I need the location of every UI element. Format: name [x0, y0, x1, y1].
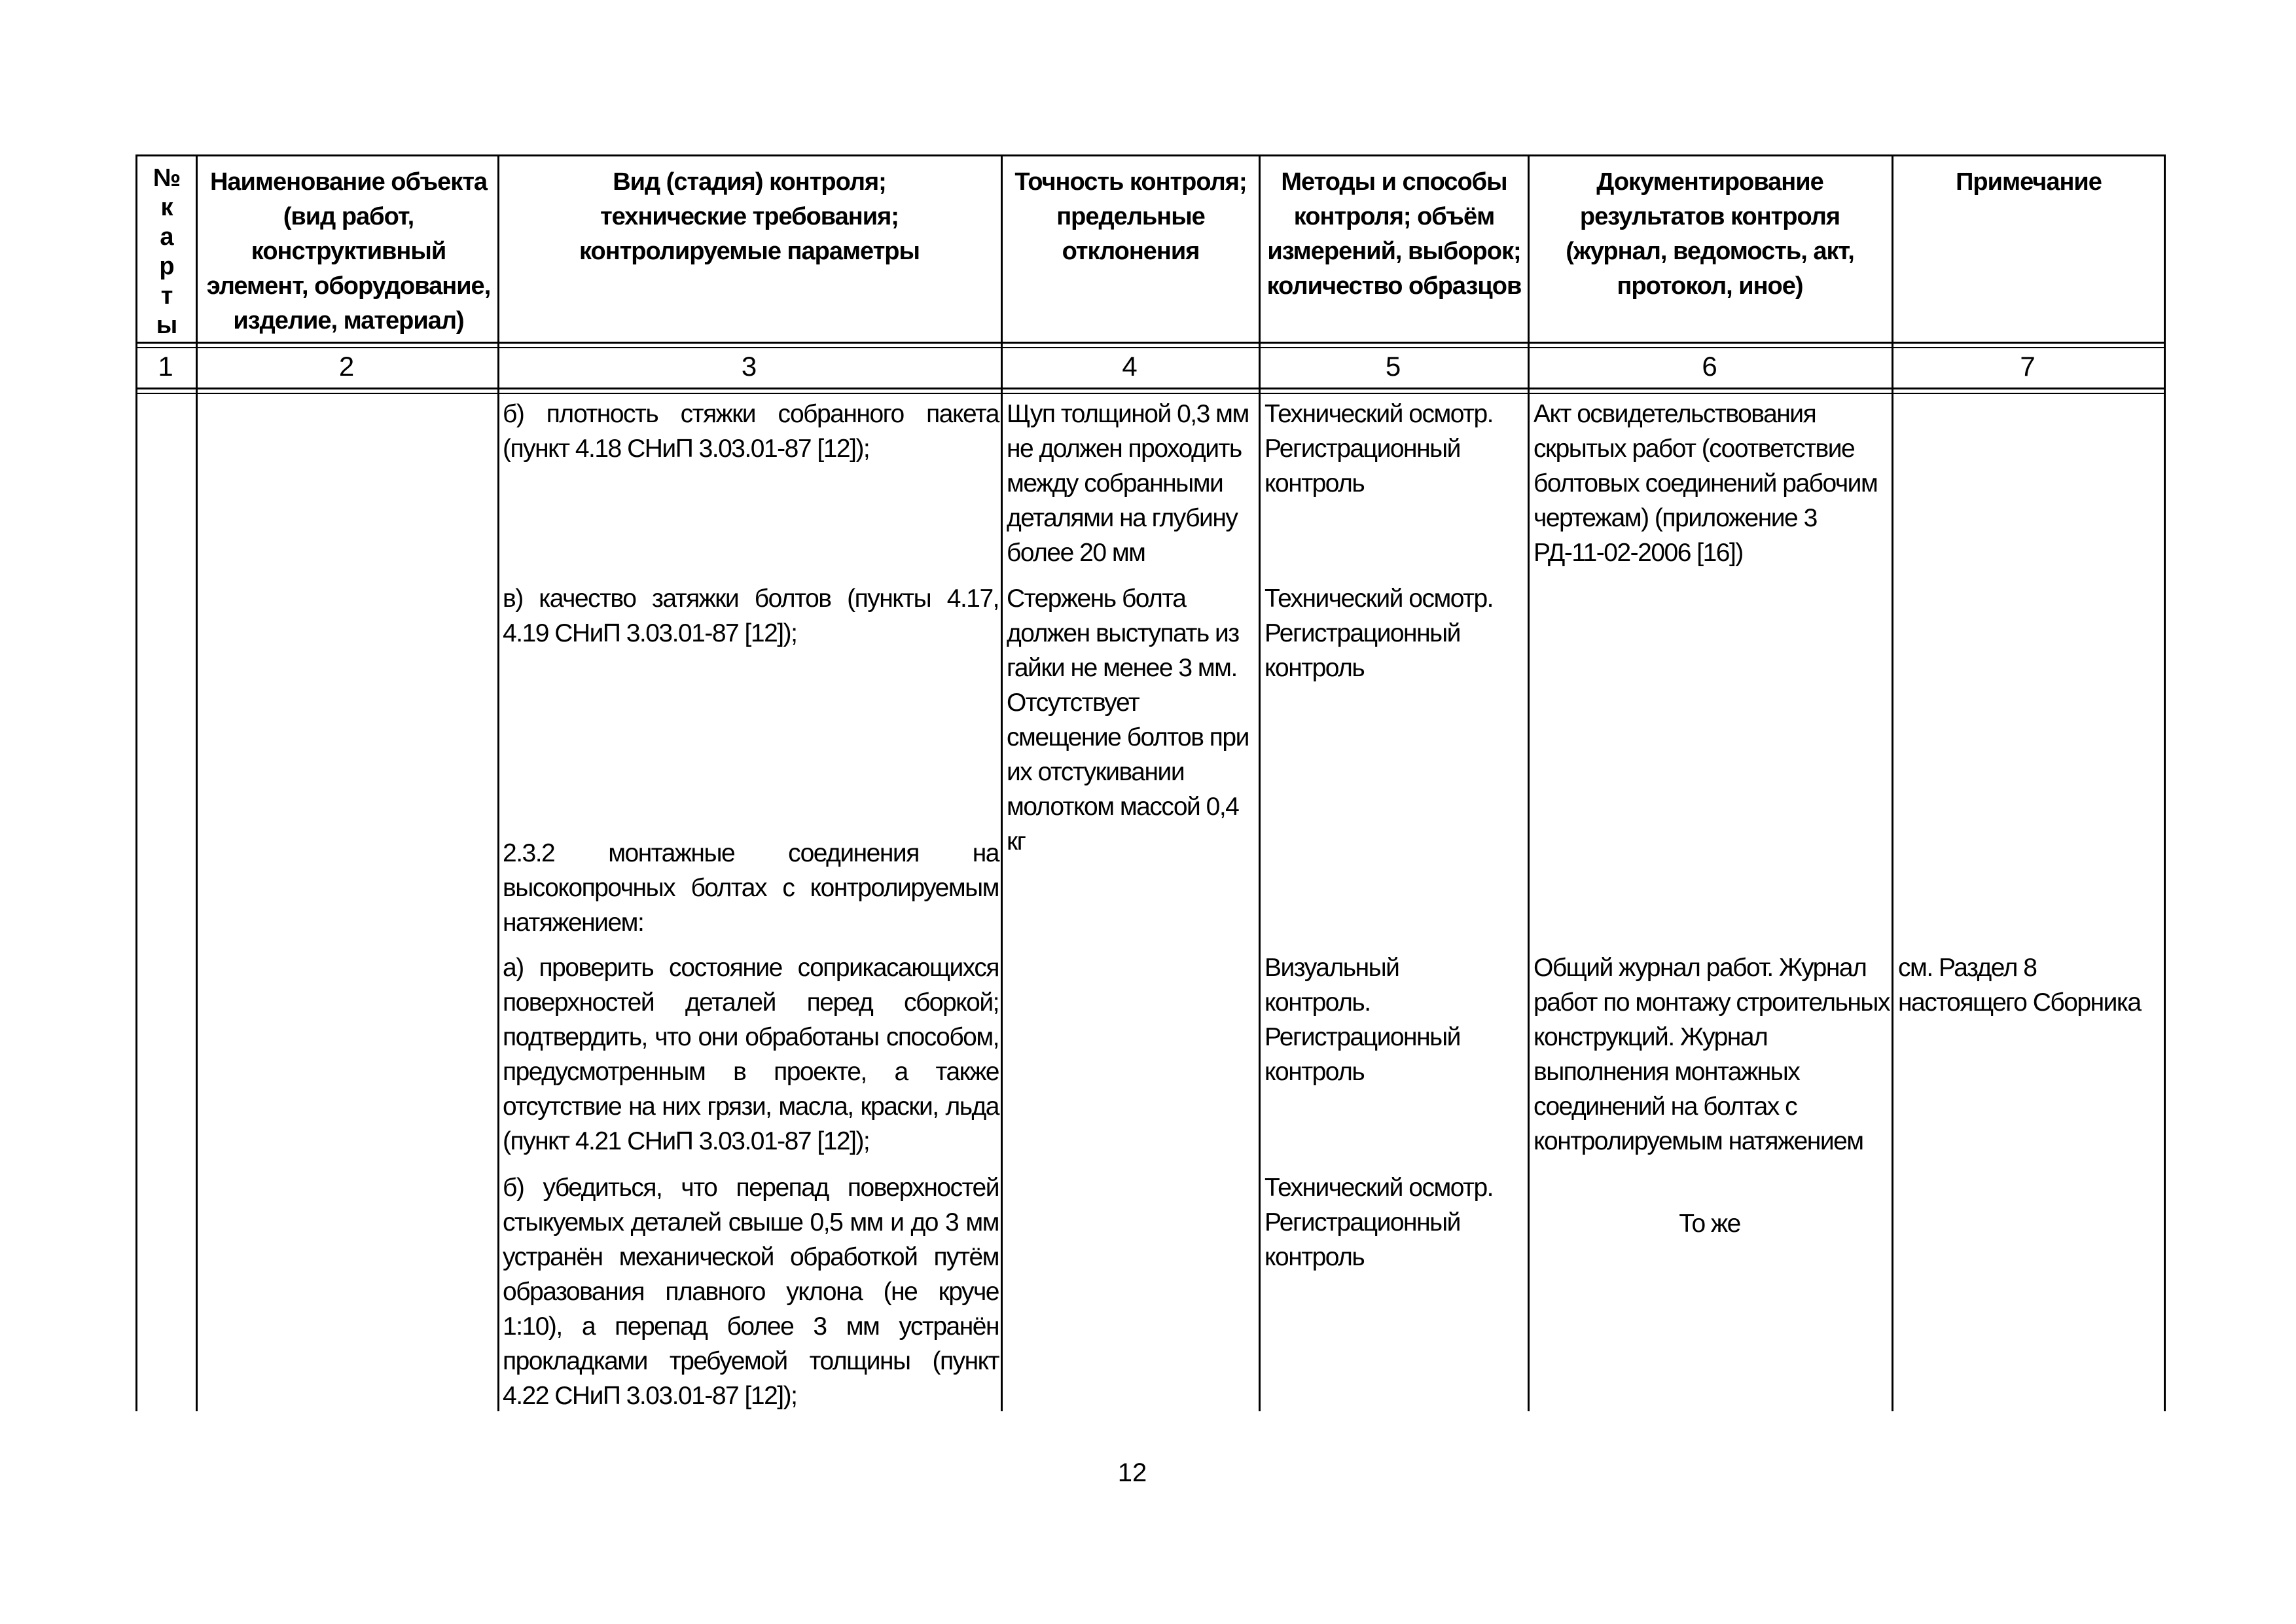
row5-method: Технический осмотр. Регистрационный контроль	[1265, 1174, 1493, 1271]
col-border	[1259, 154, 1261, 1411]
col-border	[196, 154, 198, 1411]
row4-requirement: а) проверить состояние соприкасающихся поверхностей деталей перед сборкой; подтвердить, что они обработаны способом, предусмотренным в проекте, а также отсутствие на них грязи, масла, краски, льда (пункт 4.21 СНиП 3.03.01-87 [12]);	[503, 954, 999, 1155]
row2-method: Технический осмотр. Регистрационный контроль	[1265, 585, 1493, 682]
numbers-bottom-border	[135, 388, 2166, 389]
table-top-border	[135, 154, 2166, 156]
row4-method: Визуальный контроль. Регистрационный контроль	[1265, 954, 1460, 1086]
header-col2: Наименование объекта (вид работ, конструктивный элемент, оборудование, изделие, материал)	[206, 168, 491, 334]
header-col5: Методы и способы контроля; объём измерений, выборок; количество образцов	[1266, 168, 1522, 300]
column-number: 7	[2020, 351, 2036, 382]
row4-note: см. Раздел 8 настоящего Сборника	[1898, 954, 2141, 1017]
header-col1	[137, 164, 196, 340]
row4-documentation: Общий журнал работ. Журнал работ по монтажу строительных конструкций. Журнал выполнения монтажных соединений на болтах с контролируемым натяжением	[1534, 954, 1890, 1155]
row2-accuracy: Стержень болта должен выступать из гайки не менее 3 мм. Отсутствует смещение болтов при их отстукивании молотком массой 0,4 кг	[1007, 585, 1249, 856]
header-col4: Точность контроля; предельные отклонения	[1014, 168, 1247, 265]
header-col3: Вид (стадия) контроля; технические требования; контролируемые параметры	[579, 168, 920, 265]
row1-method: Технический осмотр. Регистрационный контроль	[1265, 400, 1493, 497]
column-number: 3	[741, 351, 757, 382]
column-number: 2	[338, 351, 355, 382]
column-number: 5	[1385, 351, 1401, 382]
row1-accuracy: Щуп толщиной 0,3 мм не должен проходить между собранными деталями на глубину более 20 мм	[1007, 400, 1249, 567]
row5-requirement: б) убедиться, что перепад поверхностей стыкуемых деталей свыше 0,5 мм и до 3 мм устранён механической обработкой путём образования плавного уклона (не круче 1:10), а перепад более 3 мм устранён прокладками требуемой толщины (пункт 4.22 СНиП 3.03.01-87 [12]);	[503, 1174, 999, 1410]
numbers-bottom-border-2	[135, 393, 2166, 394]
column-number: 6	[1702, 351, 1717, 382]
row2-requirement: в) качество затяжки болтов (пункты 4.17, 4.19 СНиП 3.03.01-87 [12]);	[503, 585, 999, 647]
header-col1-letter: т	[160, 282, 173, 310]
col-border	[1892, 154, 1893, 1411]
col-border	[135, 154, 137, 1411]
header-col1-letter: а	[160, 223, 173, 251]
header-col1-letter: к	[160, 194, 173, 221]
header-col1-letter: р	[159, 253, 174, 280]
header-col6: Документирование результатов контроля (журнал, ведомость, акт, протокол, иное)	[1566, 168, 1854, 300]
column-number: 4	[1122, 351, 1138, 382]
page-number: 12	[1117, 1458, 1147, 1487]
header-bottom-border	[135, 342, 2166, 344]
header-col1-letter: №	[152, 164, 181, 192]
row1-requirement: б) плотность стяжки собранного пакета (пункт 4.18 СНиП 3.03.01-87 [12]);	[503, 400, 999, 463]
row3-section-heading: 2.3.2 монтажные соединения на высокопрочных болтах с контролируемым натяжением:	[503, 839, 999, 937]
col-border	[1001, 154, 1003, 1411]
header-col7: Примечание	[1956, 168, 2102, 196]
row5-documentation: То же	[1679, 1210, 1740, 1238]
row1-documentation: Акт освидетельствования скрытых работ (соответствие болтовых соединений рабочим чертежам) (приложение 3 РД-11-02-2006 [16])	[1534, 400, 1878, 567]
column-number: 1	[158, 351, 173, 382]
header-col1-letter: ы	[156, 312, 177, 339]
col-border	[497, 154, 499, 1411]
col-border	[2164, 154, 2166, 1411]
